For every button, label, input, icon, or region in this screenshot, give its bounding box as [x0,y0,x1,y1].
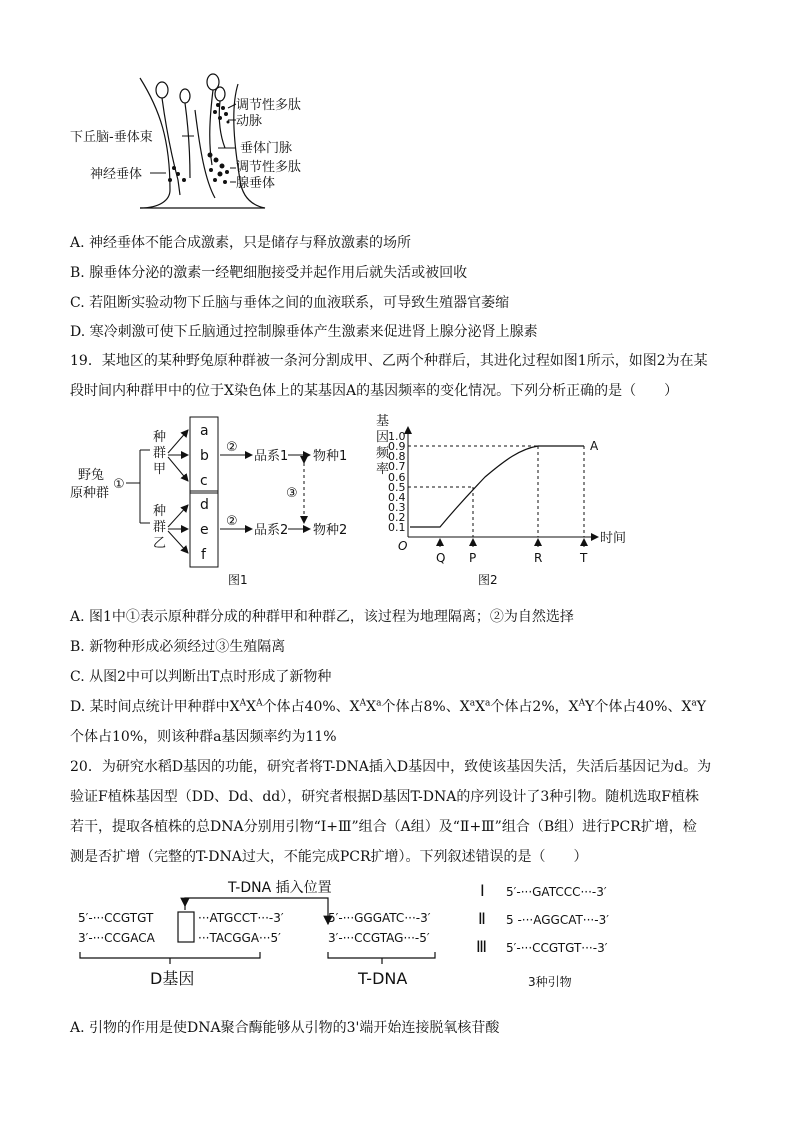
primer-3-seq: 5′-···CCGTGT···-3′ [506,941,608,955]
fig2-ytick: 0.2 [388,511,406,524]
fig2-caption: 图2 [478,573,498,587]
d-gene-bottom-left: 3′-···CCGACA [78,931,155,945]
label-adenohypophysis: 腺垂体 [236,176,276,191]
tdna-label: T-DNA [358,969,408,988]
fig1-pop-a-1: 种 [153,430,167,445]
fig2-ytick: 0.3 [388,501,406,514]
fig2-ytick: 0.4 [388,491,406,504]
fig1-species1: 物种1 [313,449,348,464]
tdna-insert-title: T-DNA 插入位置 [228,880,332,896]
q20-stem-line3: 若干，提取各植株的总DNA分别用引物“Ⅰ+Ⅲ”组合（A组）及“Ⅱ+Ⅲ”组合（B组）进行PCR扩增，检 [70,819,697,835]
label-regulatory-peptide-1: 调节性多肽 [236,98,302,113]
fig1-pop-b-2: 群 [153,520,167,535]
q19-stem-line1: 19．某地区的某种野兔原种群被一条河分割成甲、乙两个种群后，其进化过程如图1所示，如图2为在某 [70,353,708,369]
fig2-ytick: 0.5 [388,481,406,494]
q19-option-c: C. 从图2中可以判断出T点时形成了新物种 [70,669,332,685]
fig1-box-b-2: e [200,522,209,538]
q19-stem-line2: 段时间内种群甲中的位于X染色体上的某基因A的基因频率的变化情况。下列分析正确的是（ ） [70,383,679,399]
d-gene-label: D基因 [150,969,195,988]
q19-figure-1 [70,405,370,590]
fig1-strain1: 品系1 [254,449,289,464]
fig1-step2a: ② [226,440,238,455]
tdna-bottom: 3′-···CCGTAG···-5′ [328,931,430,945]
fig1-step2b: ② [226,514,238,529]
fig1-box-b-3: f [201,547,206,563]
fig2-xtick-p: P [469,551,477,565]
fig1-box-a-1: a [200,423,209,439]
d-gene-bottom-right: ···TACGGA···5′ [198,931,281,945]
d-gene-top-left: 5′-···CCGTGT [78,911,154,925]
fig1-box-a-3: c [200,473,208,489]
q20-figure [70,872,650,992]
d-gene-top-right: ···ATGCCT···-3′ [198,911,284,925]
fig2-xtick-t: T [580,551,588,565]
label-hypothalamo-hypophyseal-tract: 下丘脑-垂体束 [70,130,153,145]
label-regulatory-peptide-2: 调节性多肽 [236,160,302,175]
fig1-strain2: 品系2 [254,523,289,538]
fig2-xlabel: 时间 [600,531,627,546]
fig2-ytick: 0.8 [388,450,406,463]
fig2-ytick: 0.7 [388,460,406,473]
tdna-top: 5′-···GGGATC···-3′ [328,911,431,925]
primer-3-num: Ⅲ [476,937,488,956]
q19-figure-2 [370,405,640,590]
primer-1-num: Ⅰ [480,881,485,900]
primer-1-seq: 5′-···GATCCC···-3′ [506,885,607,899]
q20-stem-line2: 验证F植株基因型（DD、Dd、dd），研究者根据D基因T-DNA的序列设计了3种引物。随机选取F植株 [70,789,699,805]
fig1-step1: ① [113,477,125,492]
q20-stem-line1: 20．为研究水稻D基因的功能，研究者将T-DNA插入D基因中，致使该基因失活，失活后基因记为d。为 [70,759,712,775]
q18-option-c: C. 若阻断实验动物下丘脑与垂体之间的血液联系，可导致生殖器官萎缩 [70,295,510,311]
fig2-xtick-q: Q [436,551,446,565]
fig1-box-b-1: d [200,497,209,513]
q18-option-b: B. 腺垂体分泌的激素一经靶细胞接受并起作用后就失活或被回收 [70,265,468,281]
q18-option-a: A. 神经垂体不能合成激素，只是储存与释放激素的场所 [70,235,412,251]
q19-option-d-line1: D. 某时间点统计甲种群中$X^AX^A$个体占40%、$X^AX^a$个体占8%、$X^aX^a$个体占2%，$X^AY$个体占40%、$X^aY$ [70,698,707,715]
fig2-ylabel-2: 因 [376,430,390,445]
primer-2-seq: 5 -···AGGCAT···-3′ [506,913,609,927]
fig2-ytick: 0.1 [388,521,406,534]
fig1-pop-a-2: 群 [153,446,167,461]
fig1-species2: 物种2 [313,523,348,538]
fig1-box-a-2: b [200,448,209,464]
primer-caption: 3种引物 [528,975,572,989]
q19-option-d-line2: 个体占10%，则该种群a基因频率约为11% [70,729,337,745]
q18-option-d: D. 寒冷刺激可使下丘脑通过控制腺垂体产生激素来促进肾上腺分泌肾上腺素 [70,324,538,340]
label-portal-vein: 垂体门脉 [240,141,293,156]
q19-option-a: A. 图1中①表示原种群分成的种群甲和种群乙，该过程为地理隔离；②为自然选择 [70,609,574,625]
fig1-step3: ③ [286,486,298,501]
fig1-pop-a-3: 甲 [153,462,167,477]
fig1-pop-b-3: 乙 [153,536,167,551]
fig2-xtick-r: R [534,551,543,565]
fig2-ylabel-4: 率 [376,462,390,477]
fig2-origin: O [398,539,408,553]
q20-stem-line4: 测是否扩增（完整的T-DNA过大，不能完成PCR扩增）。下列叙述错误的是（ ） [70,849,588,865]
hypothalamus-pituitary-figure [70,70,330,210]
fig1-pop-b-1: 种 [153,504,167,519]
q19-option-b: B. 新物种形成必须经过③生殖隔离 [70,639,286,655]
fig1-source-1: 野兔 [78,468,105,483]
fig2-ylabel-3: 频 [376,446,390,461]
fig2-ylabel-1: 基 [376,414,390,429]
fig2-ytick: 0.6 [388,471,406,484]
primer-2-num: Ⅱ [478,909,486,928]
fig1-caption: 图1 [228,573,248,587]
fig2-series-label: A [590,439,599,453]
fig2-ytick: 1.0 [388,430,406,443]
q20-option-a: A. 引物的作用是使DNA聚合酶能够从引物的3'端开始连接脱氧核苷酸 [70,1020,500,1036]
fig1-source-2: 原种群 [70,486,110,501]
label-neurohypophysis: 神经垂体 [90,167,143,182]
label-artery: 动脉 [236,114,263,129]
fig2-ytick: 0.9 [388,440,406,453]
